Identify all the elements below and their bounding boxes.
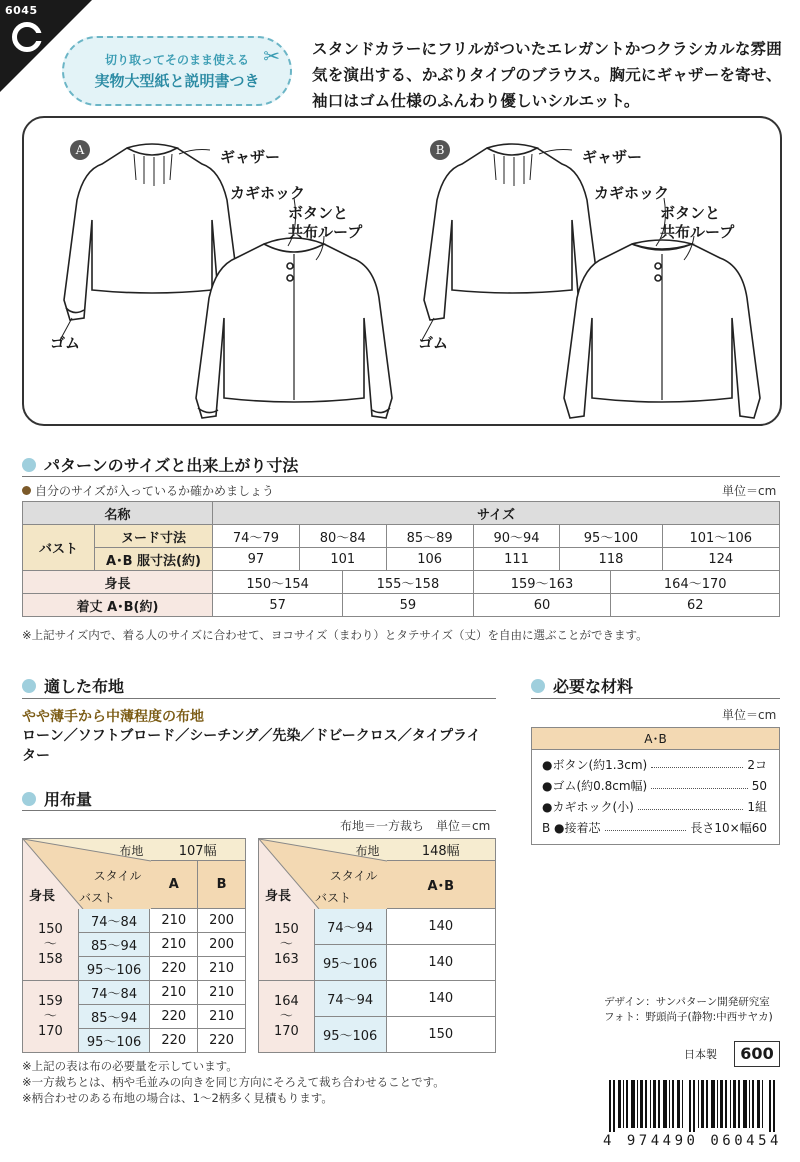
blouse-illustrations — [24, 118, 784, 428]
table-cell: 140 — [386, 945, 495, 981]
table-cell: 60 — [473, 594, 611, 617]
size-unit: 単位＝cm — [722, 484, 777, 498]
blouse-b-back — [424, 144, 600, 320]
table-cell: 59 — [343, 594, 473, 617]
diagonal-header: 布地 スタイル 身長 バスト — [23, 839, 150, 909]
width-148: 148幅 — [386, 839, 495, 861]
table-cell: 150 — [386, 1017, 495, 1053]
table-cell: 210 — [198, 981, 246, 1005]
divider — [531, 698, 780, 699]
barcode-number: 4 974490 060454 — [603, 1133, 782, 1149]
table-cell: 164〜170 — [611, 571, 780, 594]
fabric-section-title: 適した布地 — [22, 674, 124, 697]
length-label: 着丈 A･B(約) — [23, 594, 213, 617]
yardage-unit: 布地＝一方裁ち 単位＝cm — [340, 819, 491, 833]
label-elastic-b: ゴム — [418, 334, 449, 352]
label-hook-a: カギホック — [230, 184, 306, 202]
bust-cell: 95〜106 — [78, 957, 150, 981]
table-cell: 200 — [198, 909, 246, 933]
label-gather-b: ギャザー — [582, 148, 643, 166]
table-cell: 111 — [473, 548, 560, 571]
table-cell: 150〜154 — [213, 571, 343, 594]
diagonal-header: 布地 スタイル 身長 バスト — [259, 839, 387, 909]
materials-section-title: 必要な材料 — [531, 674, 633, 697]
bust-cell: 74〜94 — [314, 981, 386, 1017]
table-cell: 200 — [198, 933, 246, 957]
table-cell: 118 — [560, 548, 662, 571]
size-note: 自分のサイズが入っているか確かめましょう — [22, 482, 274, 499]
bust-cell: 74〜84 — [78, 981, 150, 1005]
bust-cell: 85〜94 — [78, 1005, 150, 1029]
bust-cell: 74〜84 — [78, 909, 150, 933]
yardage-section-title: 用布量 — [22, 787, 92, 810]
table-cell: 210 — [198, 1005, 246, 1029]
yardage-table-148 — [258, 838, 496, 1053]
fabric-list: ローン／ソフトブロード／シーチング／先染／ドビークロス／タイプライター — [22, 728, 481, 764]
list-item: ●カギホック(小) 1組 — [542, 800, 767, 814]
badge-subtitle: 切り取ってそのまま使える — [104, 53, 249, 67]
table-cell: 155〜158 — [343, 571, 473, 594]
table-cell: 74〜79 — [213, 525, 300, 548]
scissors-icon: ✂ — [263, 44, 280, 68]
label-hook-b: カギホック — [594, 184, 670, 202]
col-ab: A･B — [386, 861, 495, 909]
table-cell: 95〜100 — [560, 525, 662, 548]
product-description: スタンドカラーにフリルがついたエレガントかつクラシカルな雰囲気を演出する、かぶりタイプのブラウス。胸元にギャザーを寄せ、袖口はゴム仕様のふんわり優しいシルエット。 — [312, 40, 782, 110]
size-table — [22, 501, 780, 617]
bust-cell: 74〜94 — [314, 909, 386, 945]
bust-cell: 95〜106 — [314, 945, 386, 981]
blouse-a-front — [196, 238, 392, 418]
yardage-note: ※柄合わせのある布地の場合は、1〜2柄多く見積もります。 — [22, 1091, 333, 1105]
blouse-b-front — [564, 240, 760, 418]
height-label: 身長 — [23, 571, 213, 594]
bust-cell: 85〜94 — [78, 933, 150, 957]
table-cell: 124 — [662, 548, 779, 571]
table-cell: 220 — [150, 1029, 198, 1053]
illustration-panel — [22, 116, 782, 426]
label-button-a: ボタンと 共布ループ — [288, 204, 363, 241]
photo-credit: フォト：野頭尚子(静物:中西サヤカ) — [604, 1011, 773, 1023]
table-cell: 85〜89 — [386, 525, 473, 548]
table-cell: 101〜106 — [662, 525, 779, 548]
height-group: 164 〜 170 — [259, 981, 315, 1053]
height-group: 150 〜 158 — [23, 909, 79, 981]
bullet-icon — [22, 486, 31, 495]
height-group: 150 〜 163 — [259, 909, 315, 981]
table-cell: 140 — [386, 909, 495, 945]
table-cell: 220 — [198, 1029, 246, 1053]
materials-header: A･B — [532, 728, 779, 750]
table-cell: 220 — [150, 957, 198, 981]
list-item: ●ボタン(約1.3cm) 2コ — [542, 758, 767, 772]
divider — [22, 810, 496, 811]
bust-cell: 95〜106 — [78, 1029, 150, 1053]
table-cell: 210 — [150, 909, 198, 933]
col-a: A — [150, 861, 198, 909]
width-107: 107幅 — [150, 839, 246, 861]
barcode-icon — [609, 1080, 779, 1132]
label-elastic-a: ゴム — [50, 334, 81, 352]
garment-label: A･B 服寸法(約) — [95, 548, 213, 571]
design-credit: デザイン：サンパターン開発研究室 — [604, 996, 770, 1008]
nude-label: ヌード寸法 — [95, 525, 213, 548]
variant-b-badge: B — [430, 140, 450, 160]
table-cell: 140 — [386, 981, 495, 1017]
bust-label: バスト — [23, 525, 95, 571]
credits — [604, 995, 773, 1025]
brand-logo-icon — [12, 22, 42, 52]
size-footnote: ※上記サイズ内で、着る人のサイズに合わせて、ヨコサイズ（まわり）とタテサイズ（丈）を自由に選ぶことができます。 — [22, 628, 648, 642]
table-cell: 210 — [150, 933, 198, 957]
label-gather-a: ギャザー — [220, 148, 281, 166]
section-dot-icon — [531, 679, 545, 693]
table-cell: 62 — [611, 594, 780, 617]
yardage-note: ※上記の表は布の必要量を示しています。 — [22, 1059, 238, 1073]
section-dot-icon — [22, 679, 36, 693]
table-cell: 101 — [299, 548, 386, 571]
header-size: サイズ — [213, 502, 780, 525]
size-section-title: パターンのサイズと出来上がり寸法 — [22, 453, 298, 476]
divider — [22, 476, 780, 477]
pattern-number: 6045 — [5, 4, 38, 17]
price-box: 600 — [734, 1041, 780, 1067]
col-b: B — [198, 861, 246, 909]
divider — [22, 698, 496, 699]
table-cell: 210 — [150, 981, 198, 1005]
section-dot-icon — [22, 792, 36, 806]
yardage-note: ※一方裁ちとは、柄や毛並みの向きを同じ方向にそろえて裁ち合わせることです。 — [22, 1075, 445, 1089]
header-name: 名称 — [23, 502, 213, 525]
table-cell: 57 — [213, 594, 343, 617]
table-cell: 80〜84 — [299, 525, 386, 548]
height-group: 159 〜 170 — [23, 981, 79, 1053]
bust-cell: 95〜106 — [314, 1017, 386, 1053]
table-cell: 90〜94 — [473, 525, 560, 548]
table-cell: 106 — [386, 548, 473, 571]
fabric-heading: やや薄手から中薄程度の布地 — [22, 709, 204, 725]
materials-table — [531, 727, 780, 845]
table-cell: 159〜163 — [473, 571, 611, 594]
made-in: 日本製 — [684, 1048, 717, 1061]
yardage-table-107 — [22, 838, 246, 1053]
table-cell: 210 — [198, 957, 246, 981]
table-cell: 97 — [213, 548, 300, 571]
materials-unit: 単位＝cm — [722, 708, 777, 722]
badge-title: 実物大型紙と説明書つき — [94, 72, 260, 90]
table-cell: 220 — [150, 1005, 198, 1029]
list-item: B ●接着芯 長さ10×幅60 — [542, 821, 767, 835]
section-dot-icon — [22, 458, 36, 472]
pattern-badge — [62, 36, 292, 106]
label-button-b: ボタンと 共布ループ — [660, 204, 735, 241]
variant-a-badge: A — [70, 140, 90, 160]
list-item: ●ゴム(約0.8cm幅) 50 — [542, 778, 767, 793]
